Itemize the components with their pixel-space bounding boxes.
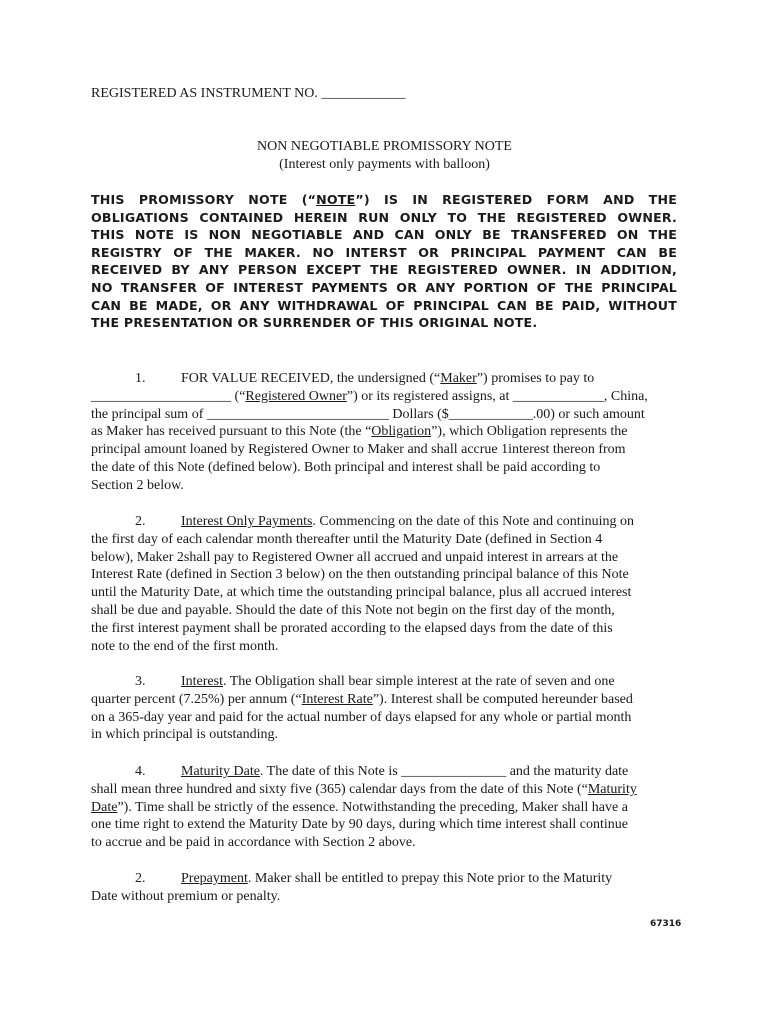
para-text: . Commencing on the date of this Note and continuing on	[312, 514, 634, 529]
registered-number-blank: ____________	[321, 86, 406, 101]
para-text: . Maker shall be entitled to prepay this Note prior to the Maturity	[247, 871, 613, 886]
for-value-received: OR VALUE RECEIVED	[188, 371, 330, 386]
para-line: shall be due and payable. Should the date of this Note not begin on the first day of the month,	[91, 602, 615, 618]
section-1	[91, 370, 677, 495]
note-date-blank: _______________	[401, 764, 507, 779]
para-text: ____________________ (“	[91, 388, 246, 404]
section-number: 2.	[135, 871, 146, 886]
para-text: shall mean three hundred and sixty five (365) calendar days from the date of this Note (“	[91, 781, 588, 797]
notice-line: NO TRANSFER OF INTEREST PAYMENTS OR ANY PORTION OF THE PRINCIPAL	[91, 279, 677, 295]
para-line: below), Maker 2shall pay to Registered Owner all accrued and unpaid interest in arrears at the	[91, 549, 619, 565]
para-line: the first interest payment shall be prorated according to the elapsed days from the date of this	[91, 620, 613, 636]
document-code: 67316	[650, 919, 682, 929]
registered-form-notice	[91, 191, 677, 332]
para-line: principal amount loaned by Registered Owner to Maker and shall accrue 1interest thereon from	[91, 442, 626, 458]
para-text: as Maker has received pursuant to this Note (the “	[91, 424, 372, 440]
section-heading: Maturity Date	[181, 764, 260, 779]
para-text: and the maturity date	[506, 764, 629, 779]
defined-term-obligation: Obligation	[371, 424, 432, 440]
section-2	[91, 513, 677, 655]
para-line: in which principal is outstanding.	[91, 727, 279, 743]
para-text: quarter percent (7.25%) per annum (“	[91, 691, 302, 707]
para-line: until the Maturity Date, at which time the outstanding principal balance, plus all accrued interest	[91, 585, 632, 601]
title-sub: (Interest only payments with balloon)	[279, 157, 490, 172]
section-number: 3.	[135, 674, 146, 689]
para-line: to accrue and be paid in accordance with Section 2 above.	[91, 835, 416, 851]
notice-text: THIS PROMISSORY NOTE (“	[91, 192, 317, 207]
section-prepayment	[91, 870, 677, 906]
para-text: , the undersigned (“	[329, 371, 441, 386]
para-line: Section 2 below.	[91, 477, 184, 493]
notice-line	[91, 191, 677, 209]
defined-term-date: Date	[91, 799, 118, 815]
para-line	[91, 370, 677, 388]
para-text: ”) promises to pay to	[476, 371, 595, 386]
title-main: NON NEGOTIABLE PROMISSORY NOTE	[257, 139, 512, 154]
section-number: 4.	[135, 764, 146, 779]
registered-instrument-line	[91, 85, 405, 103]
para-line: Date without premium or penalty.	[91, 888, 281, 904]
notice-line: RECEIVED BY ANY PERSON EXCEPT THE REGISTERED OWNER. IN ADDITION,	[91, 262, 677, 278]
notice-line: THIS NOTE IS NON NEGOTIABLE AND CAN ONLY BE TRANSFERED ON THE	[91, 227, 677, 243]
section-3	[91, 673, 677, 744]
para-line	[91, 870, 677, 888]
para-line: the principal sum of __________________________ Dollars ($____________.00) or such amount	[91, 406, 645, 422]
notice-line: THE PRESENTATION OR SURRENDER OF THIS ORIGINAL NOTE.	[91, 315, 538, 331]
section-number: 1.	[135, 371, 146, 386]
defined-term-maker: Maker	[440, 371, 477, 386]
para-line: one time right to extend the Maturity Date by 90 days, during which time interest shall continue	[91, 817, 628, 833]
para-line: the first day of each calendar month thereafter until the Maturity Date (defined in Section 4	[91, 531, 603, 547]
defined-term-interest-rate: Interest Rate	[301, 691, 373, 707]
para-text: F	[181, 371, 189, 386]
para-text: . The date of this Note is	[259, 764, 402, 779]
notice-line: CAN BE MADE, OR ANY WITHDRAWAL OF PRINCIPAL CAN BE PAID, WITHOUT	[91, 297, 677, 313]
para-line	[91, 691, 677, 709]
para-line	[91, 799, 677, 817]
para-line: Interest Rate (defined in Section 3 below) on the then outstanding principal balance of this Note	[91, 567, 629, 583]
notice-text: ”) IS IN REGISTERED FORM AND THE	[355, 192, 677, 207]
section-4	[91, 763, 677, 852]
notice-line: OBLIGATIONS CONTAINED HEREIN RUN ONLY TO THE REGISTERED OWNER.	[91, 209, 677, 225]
para-line	[91, 673, 677, 691]
para-line: note to the end of the first month.	[91, 638, 279, 654]
registered-label: REGISTERED AS INSTRUMENT NO.	[91, 86, 318, 101]
para-text: ”) or its registered assigns, at _____________, China,	[346, 388, 648, 404]
para-text: ”), which Obligation represents the	[431, 424, 628, 440]
section-heading: Interest Only Payments	[181, 514, 313, 529]
section-heading: Interest	[181, 674, 223, 689]
para-line	[91, 763, 677, 781]
defined-term-registered-owner: Registered Owner	[245, 388, 347, 404]
para-line	[91, 388, 677, 406]
para-text: ”). Time shall be strictly of the essence. Notwithstanding the preceding, Maker shall have a	[117, 799, 628, 815]
document-title	[0, 138, 768, 174]
notice-note-term: NOTE	[316, 192, 356, 207]
para-line	[91, 423, 677, 441]
para-line: on a 365-day year and paid for the actual number of days elapsed for any whole or partial month	[91, 709, 632, 725]
para-line	[91, 513, 677, 531]
para-text: ”). Interest shall be computed hereunder based	[372, 691, 633, 707]
para-line: the date of this Note (defined below). Both principal and interest shall be paid according to	[91, 459, 601, 475]
para-text: . The Obligation shall bear simple interest at the rate of seven and one	[222, 674, 615, 689]
notice-line: REGISTRY OF THE MAKER. NO INTERST OR PRINCIPAL PAYMENT CAN BE	[91, 244, 677, 260]
para-line	[91, 781, 677, 799]
defined-term-maturity: Maturity	[587, 781, 637, 797]
section-number: 2.	[135, 514, 146, 529]
section-heading: Prepayment	[181, 871, 248, 886]
